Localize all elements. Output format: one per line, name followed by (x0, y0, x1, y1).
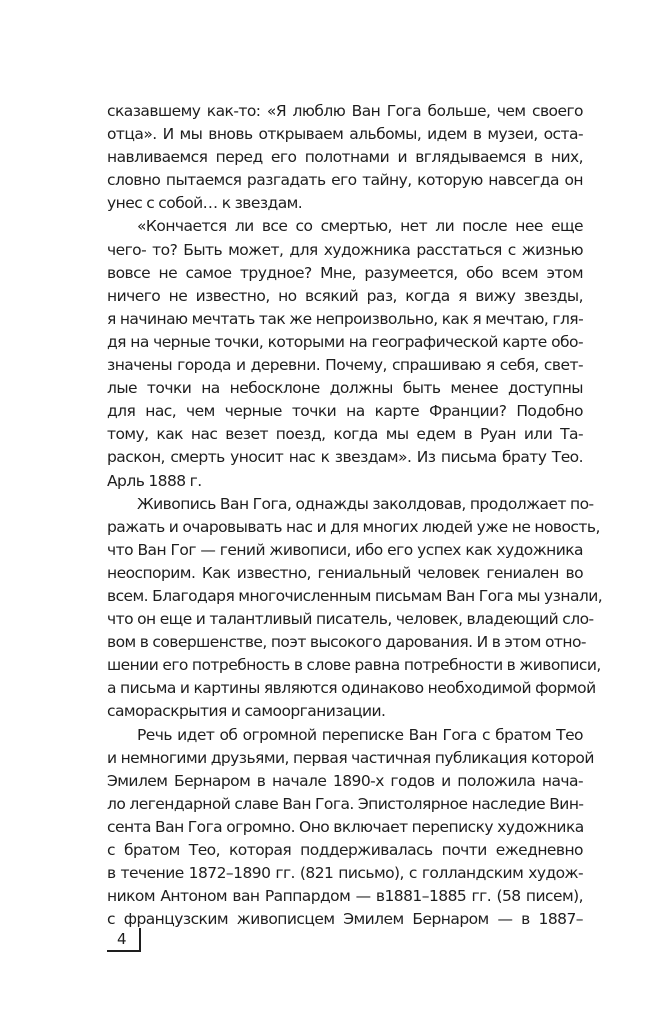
text-line: а письма и картины являются одинаково необходимой формой (107, 679, 596, 698)
text-line: всем. Благодаря многочисленным письмам Ван Гога мы узнали, (107, 586, 603, 605)
text-line: шении его потребность в слове равна потребности в живописи, (107, 656, 601, 675)
text-line: унес с собой… к звездам. (107, 194, 303, 213)
body-text (107, 100, 603, 931)
text-line: раскон, смерть уносит нас к звездам». Из письма брату Тео. (107, 448, 583, 467)
text-line: отца». И мы вновь открываем альбомы, идем в музеи, оста- (107, 125, 583, 144)
text-line: Живопись Ван Гога, однажды заколдовав, продолжает по- (137, 494, 594, 513)
text-line: навливаемся перед его полотнами и вглядываемся в них, (107, 148, 583, 167)
text-line: самораскрытия и самоорганизации. (107, 702, 386, 721)
paragraph-1 (107, 100, 583, 215)
text-line: сента Ван Гога огромно. Оно включает переписку художника (107, 817, 584, 836)
text-line: дя на черные точки, которыми на географической карте обо- (107, 332, 583, 351)
text-line: тому, как нас везет поезд, когда мы едем в Руан или Та- (107, 425, 583, 444)
text-line: лые точки на небосклоне должны быть менее доступны (107, 379, 583, 398)
text-line: вом в совершенстве, поэт высокого дарования. И в этом отно- (107, 633, 586, 652)
text-line: Эмилем Бернаром в начале 1890-х годов и положила нача- (107, 771, 583, 790)
page-number-rule-vertical (139, 928, 141, 952)
text-line: в течение 1872–1890 гг. (821 письмо), с голландским худож- (107, 864, 583, 883)
text-line: сказавшему как-то: «Я люблю Ван Гога больше, чем своего (107, 102, 583, 120)
paragraph-2 (107, 215, 583, 492)
paragraph-4 (107, 724, 594, 932)
text-line: с французским живописцем Эмилем Бернаром — в 1887– (107, 910, 583, 929)
text-line: ничего не известно, но всякий раз, когда я вижу звезды, (107, 286, 583, 305)
text-line: значены города и деревни. Почему, спрашиваю я себя, свет- (107, 356, 583, 375)
text-line: и немногими друзьями, первая частичная публикация которой (107, 748, 594, 767)
text-line: «Кончается ли все со смертью, нет ли после нее еще (137, 217, 583, 236)
text-line: что Ван Гог — гений живописи, ибо его успех как художника (107, 540, 583, 559)
text-line: ником Антоном ван Раппардом — в1881–1885 гг. (58 писем), (107, 887, 583, 906)
text-line: что он еще и талантливый писатель, человек, владеющий сло- (107, 610, 594, 629)
text-line: Арль 1888 г. (107, 471, 202, 490)
text-line: неоспорим. Как известно, гениальный человек гениален во (107, 563, 583, 582)
text-line: для нас, чем черные точки на карте Франции? Подобно (107, 402, 583, 421)
text-line: вовсе не самое трудное? Мне, разумеется, обо всем этом (107, 263, 583, 282)
text-line: я начинаю мечтать так же непроизвольно, как я мечтаю, гля- (107, 309, 584, 328)
text-line: ражать и очаровывать нас и для многих людей уже не новость, (107, 517, 600, 536)
text-line: чего- то? Быть может, для художника расстаться с жизнью (107, 240, 583, 259)
text-line: словно пытаемся разгадать его тайну, которую навсегда он (107, 171, 583, 190)
text-line: ло легендарной славе Ван Гога. Эпистолярное наследие Вин- (107, 794, 584, 813)
page-number: 4 (117, 930, 127, 948)
text-line: с братом Тео, которая поддерживалась почти ежедневно (107, 841, 583, 859)
page-number-rule-horizontal (107, 950, 141, 952)
text-line: Речь идет об огромной переписке Ван Гога с братом Тео (137, 725, 583, 744)
paragraph-3 (107, 493, 603, 724)
